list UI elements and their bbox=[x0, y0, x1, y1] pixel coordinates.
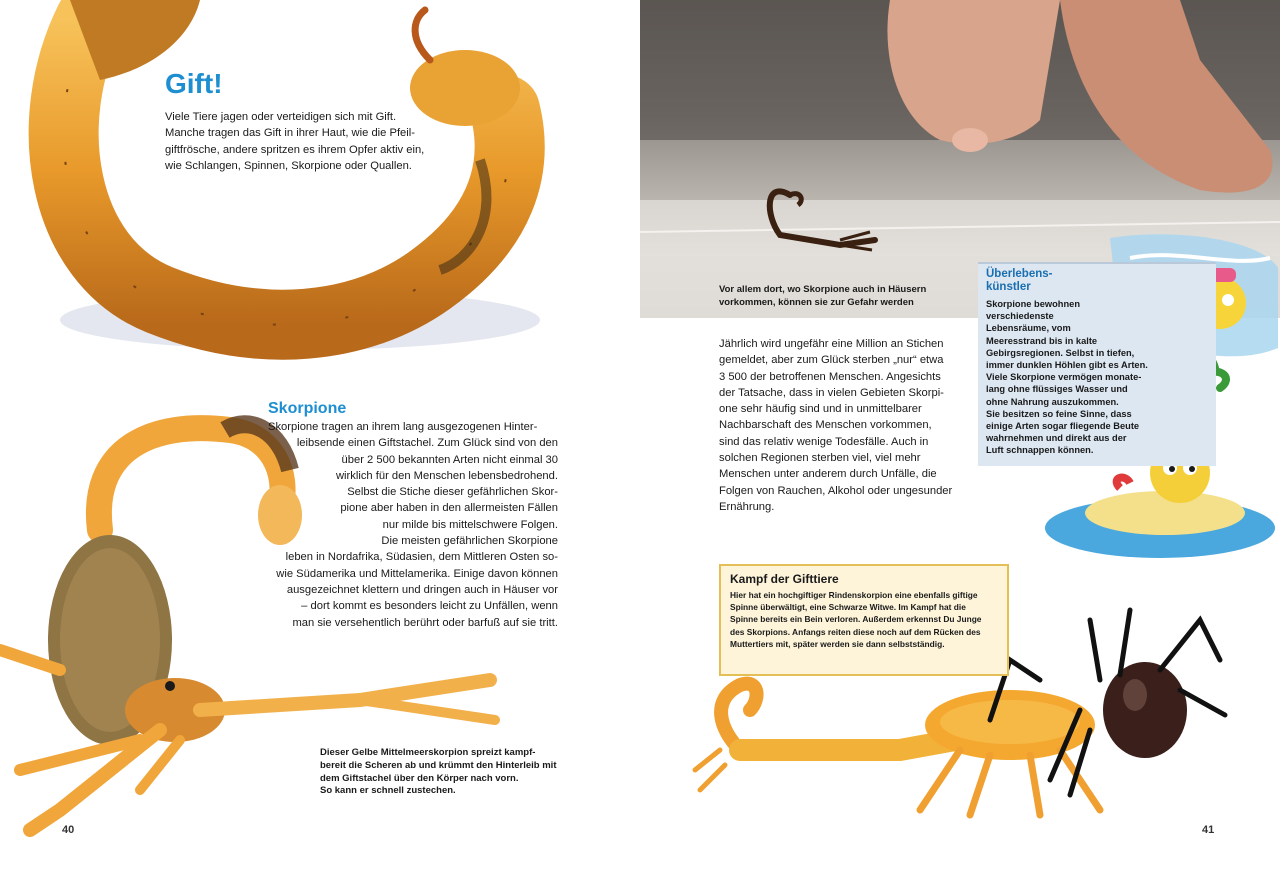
section-line: ausgezeichnet klettern und dringen auch in Häuser vor bbox=[286, 583, 558, 596]
info-box-title bbox=[986, 268, 1052, 294]
main-line: der Tatsache, dass in vielen Gebieten Skorpi- bbox=[719, 386, 944, 399]
info-box-line: wahrnehmen und direkt aus der bbox=[986, 433, 1127, 444]
info-box-body bbox=[986, 298, 1148, 457]
main-line: sind das relativ wenige Todesfälle. Auch in bbox=[719, 435, 929, 448]
section-line: wie Südamerika und Mittelamerika. Einige davon können bbox=[276, 567, 558, 580]
main-line: Ernährung. bbox=[719, 500, 775, 513]
main-line: Nachbarschaft des Menschen vorkommen, bbox=[719, 419, 932, 432]
info-box-title-line: Überlebens- bbox=[986, 268, 1053, 280]
info-box-line: Muttertiers mit, später werden sie dann selbstständig. bbox=[730, 638, 945, 649]
main-text bbox=[719, 336, 979, 515]
section-line: – dort kommt es besonders leicht zu Unfällen, wenn bbox=[301, 600, 558, 613]
caption-line: Dieser Gelbe Mittelmeerskorpion spreizt kampf- bbox=[320, 747, 536, 758]
info-box-title-line: künstler bbox=[986, 281, 1031, 293]
info-box-line: Lebensräume, vom bbox=[986, 323, 1071, 334]
section-line: nur milde bis mittelschwere Folgen. bbox=[382, 518, 558, 531]
info-box-line: lang ohne flüssiges Wasser und bbox=[986, 384, 1128, 395]
section-line: pione aber haben in den allermeisten Fällen bbox=[340, 502, 558, 515]
info-box-body bbox=[730, 589, 981, 650]
main-line: 3 500 der betroffenen Menschen. Angesichts bbox=[719, 370, 941, 383]
photo-caption bbox=[719, 284, 926, 310]
page-number: 41 bbox=[1202, 824, 1215, 836]
info-box-line: Meeresstrand bis in kalte bbox=[986, 335, 1098, 346]
section-line: wirklich für den Menschen lebensbedrohend. bbox=[335, 469, 558, 482]
section-line: Selbst die Stiche dieser gefährlichen Skor- bbox=[347, 486, 558, 499]
info-box-line: Viele Skorpione vermögen monate- bbox=[986, 372, 1142, 383]
caption-line: dem Giftstachel über den Körper nach vorn. bbox=[320, 772, 519, 784]
caption-line: vorkommen, können sie zur Gefahr werden bbox=[719, 296, 914, 308]
section-title: Skorpione bbox=[268, 400, 347, 417]
page-title: Gift! bbox=[165, 68, 223, 99]
intro-line: Viele Tiere jagen oder verteidigen sich mit Gift. bbox=[165, 111, 397, 123]
info-box-fight bbox=[719, 564, 1009, 676]
info-box-line: Spinne bereits ein Bein verloren. Außerdem erkennst Du Junge bbox=[730, 614, 982, 625]
intro-line: giftfrösche, andere spritzen es ihrem Opfer aktiv ein, bbox=[165, 143, 425, 156]
intro-line: wie Schlangen, Spinnen, Skorpione oder Quallen. bbox=[165, 159, 412, 172]
info-box-line: Skorpione bewohnen bbox=[986, 299, 1081, 309]
main-line: one sehr häufig sind und in unmittelbarer bbox=[719, 403, 922, 416]
section-line: Die meisten gefährlichen Skorpione bbox=[381, 535, 558, 548]
info-box-line: Luft schnappen können. bbox=[986, 445, 1094, 456]
info-box-line: Hier hat ein hochgiftiger Rindenskorpion eine ebenfalls giftige bbox=[730, 590, 978, 600]
section-line: leibsende einen Giftstachel. Zum Glück sind von den bbox=[296, 437, 558, 450]
section-line: man sie versehentlich berührt oder barfuß auf sie tritt. bbox=[292, 616, 558, 629]
main-line: solchen Regionen sterben viel, viel mehr bbox=[719, 452, 921, 465]
section-line: über 2 500 bekannten Arten nicht einmal 30 bbox=[341, 453, 558, 466]
page-number: 40 bbox=[62, 824, 75, 836]
main-line: Jährlich wird ungefähr eine Million an Stichen bbox=[719, 338, 944, 350]
info-box-line: des Skorpions. Anfangs reiten diese noch auf dem Rücken des bbox=[730, 626, 981, 637]
main-line: Folgen von Rauchen, Alkohol oder ungesunder bbox=[719, 484, 953, 497]
info-box-title: Kampf der Gifttiere bbox=[730, 572, 839, 586]
info-box-line: einige Arten sogar fliegende Beute bbox=[986, 421, 1140, 432]
main-line: Menschen unter anderem durch Unfälle, die bbox=[719, 468, 937, 481]
main-line: gemeldet, aber zum Glück sterben „nur“ etwa bbox=[719, 354, 944, 367]
info-box-line: immer dunklen Höhlen gibt es Arten. bbox=[986, 360, 1148, 371]
section-text bbox=[268, 419, 558, 631]
caption-line: So kann er schnell zustechen. bbox=[320, 785, 456, 797]
info-box-line: verschiedenste bbox=[986, 311, 1054, 322]
info-box-line: Gebirgsregionen. Selbst in tiefen, bbox=[986, 347, 1135, 358]
info-box-line: Sie besitzen so feine Sinne, dass bbox=[986, 408, 1132, 419]
intro-line: Manche tragen das Gift in ihrer Haut, wie die Pfeil- bbox=[165, 127, 415, 140]
caption-line: bereit die Scheren ab und krümmt den Hinterleib mit bbox=[320, 759, 557, 771]
scorpion-tail-image bbox=[0, 0, 560, 380]
section-line: Skorpione tragen an ihrem lang ausgezogenen Hinter- bbox=[268, 421, 538, 433]
info-box-survival bbox=[978, 262, 1216, 466]
info-box-line: ohne Nahrung auszukommen. bbox=[986, 396, 1119, 407]
info-box-line: Spinne überwältigt, eine Schwarze Witwe. Im Kampf hat die bbox=[730, 602, 966, 613]
image-caption bbox=[320, 747, 557, 798]
section-line: leben in Nordafrika, Südasien, dem Mittleren Osten so- bbox=[285, 551, 558, 564]
caption-line: Vor allem dort, wo Skorpione auch in Häusern bbox=[719, 284, 927, 295]
intro-text bbox=[165, 109, 465, 174]
